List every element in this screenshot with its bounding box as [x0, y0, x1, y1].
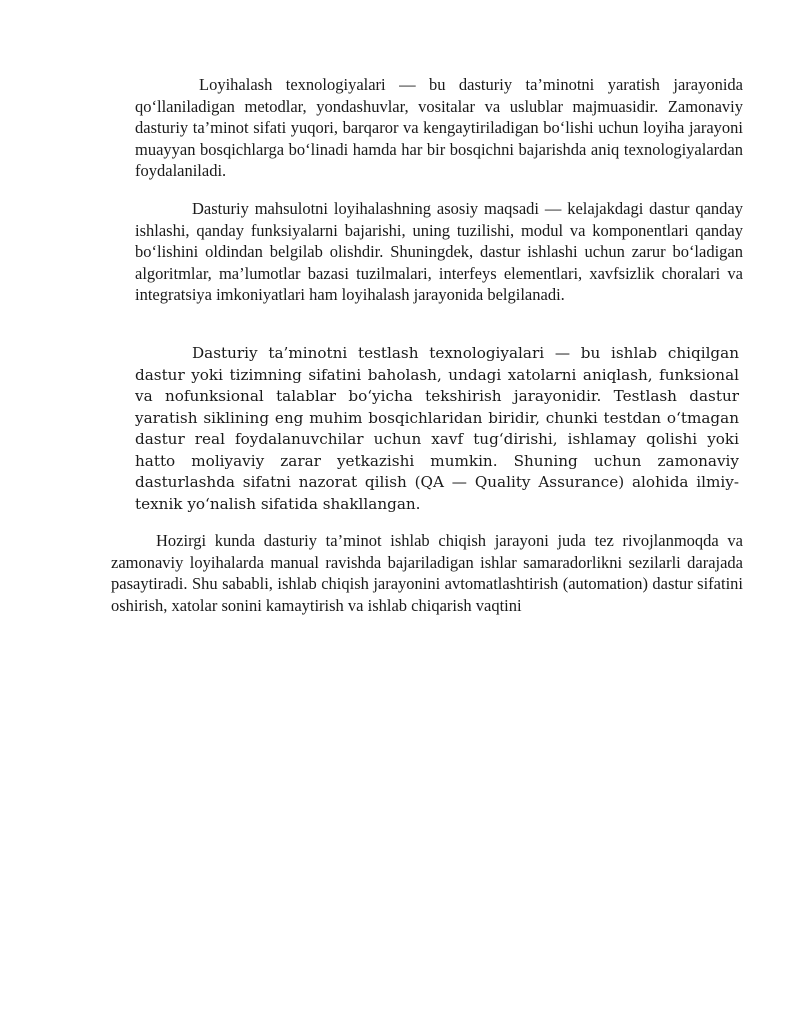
paragraph-testing-technologies: Dasturiy ta’minotni testlash texnologiyalari — bu ishlab chiqilgan dastur yoki tizimning sifatini baholash, undagi xatolarni aniqlash, funksional va nofunksional talablar bo‘yicha tekshirish jarayonidir. Testlash dastur yaratish siklining eng muhim bosqichlaridan biridir, chunki testdan o‘tmagan dastur real foydalanuvchilar uchun xavf tug‘dirishi, ishlamay qolishi yoki hatto moliyaviy zarar yetkazishi mumkin. Shuning uchun zamonaviy dasturlashda sifatni nazorat qilish (QA — Quality Assurance) alohida ilmiy-texnik yo‘nalish sifatida shakllangan. — [135, 344, 739, 513]
paragraph-design-technologies: Loyihalash texnologiyalari — bu dasturiy ta’minotni yaratish jarayonida qo‘llaniladigan metodlar, yondashuvlar, vositalar va uslublar majmuasidir. Zamonaviy dasturiy ta’minot sifati yuqori, barqaror va kengaytiriladigan bo‘lishi uchun loyiha jarayoni muayyan bosqichlarga bo‘linadi hamda har bir bosqichni bajarishda aniq texnologiyalardan foydalaniladi. — [135, 75, 743, 180]
paragraph-design-purpose: Dasturiy mahsulotni loyihalashning asosiy maqsadi — kelajakdagi dastur qanday ishlashi, qanday funksiyalarni bajarishi, uning tuzilishi, modul va komponentlari qanday bo‘lishini oldindan belgilab olishdir. Shuningdek, dastur ishlashi uchun zarur bo‘ladigan algoritmlar, ma’lumotlar bazasi tuzilmalari, interfeys elementlari, xavfsizlik choralari va integratsiya imkoniyatlari ham loyihalash jarayonida belgilanadi. — [135, 199, 743, 304]
paragraph-automation: Hozirgi kunda dasturiy ta’minot ishlab chiqish jarayoni juda tez rivojlanmoqda va zamonaviy loyihalarda manual ravishda bajariladigan ishlar samaradorlikni sezilarli darajada pasaytiradi. Shu sababli, ishlab chiqish jarayonini avtomatlashtirish (automation) dastur sifatini oshirish, xatolar sonini kamaytirish va ishlab chiqarish vaqtini — [111, 531, 743, 615]
